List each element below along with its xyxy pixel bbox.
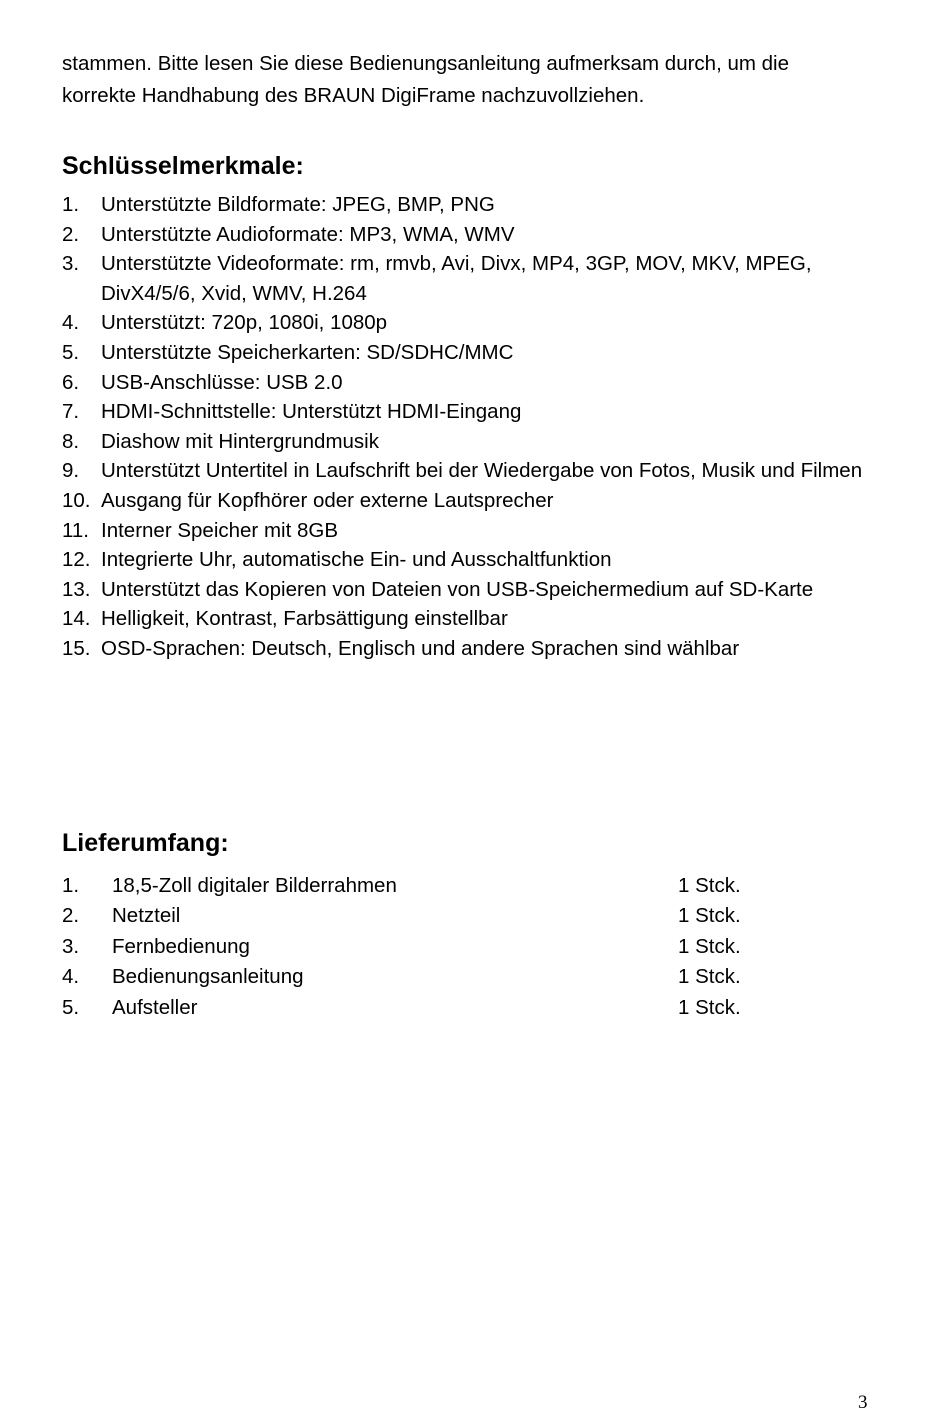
- list-item: [62, 901, 882, 932]
- item-number: 7.: [62, 400, 80, 424]
- item-name: Netzteil: [112, 904, 181, 927]
- list-item: [62, 308, 882, 338]
- item-quantity: 1 Stck.: [678, 995, 741, 1019]
- item-number: 2.: [62, 904, 80, 927]
- item-text: Unterstützte Speicherkarten: SD/SDHC/MMC: [101, 340, 514, 364]
- list-item: [62, 545, 882, 575]
- features-list: [62, 190, 882, 664]
- list-item: [62, 575, 882, 605]
- page-number: 3: [858, 1392, 868, 1413]
- item-text: HDMI-Schnittstelle: Unterstützt HDMI-Eingang: [101, 400, 522, 424]
- list-item: [62, 427, 882, 457]
- item-text: Unterstützte Audioformate: MP3, WMA, WMV: [101, 222, 515, 246]
- item-number: 2.: [62, 222, 80, 246]
- item-text: Unterstützt: 720p, 1080i, 1080p: [101, 311, 388, 335]
- item-name: 18,5-Zoll digitaler Bilderrahmen: [112, 873, 397, 897]
- item-number: 5.: [62, 995, 80, 1019]
- list-item: [62, 962, 882, 993]
- list-item: [62, 871, 882, 902]
- list-item: [62, 220, 882, 250]
- item-text: Ausgang für Kopfhörer oder externe Lautsprecher: [101, 488, 554, 512]
- item-number: 14.: [62, 607, 91, 631]
- list-item: [62, 397, 882, 427]
- list-item: [62, 190, 882, 220]
- item-text: Diashow mit Hintergrundmusik: [101, 429, 379, 453]
- item-text: USB-Anschlüsse: USB 2.0: [101, 370, 343, 394]
- manual-page: [62, 48, 882, 1023]
- item-number: 10.: [62, 488, 91, 512]
- item-number: 3.: [62, 934, 80, 958]
- list-item: [62, 486, 882, 516]
- list-item: [62, 456, 882, 486]
- item-number: 11.: [62, 518, 89, 542]
- item-quantity: 1 Stck.: [678, 904, 741, 927]
- intro-line-2: korrekte Handhabung des BRAUN DigiFrame nachzuvollziehen.: [62, 84, 645, 107]
- list-item: [62, 932, 882, 963]
- item-text: Unterstützte Videoformate: rm, rmvb, Avi, Divx, MP4, 3GP, MOV, MKV, MPEG, DivX4/5/6, Xvid, WMV, H.264: [101, 252, 812, 305]
- item-number: 4.: [62, 311, 80, 335]
- list-item: [62, 368, 882, 398]
- item-quantity: 1 Stck.: [678, 873, 741, 897]
- item-name: Fernbedienung: [112, 934, 250, 958]
- item-text: Integrierte Uhr, automatische Ein- und Ausschaltfunktion: [101, 548, 612, 572]
- item-number: 5.: [62, 340, 80, 364]
- item-number: 6.: [62, 370, 80, 394]
- list-item: [62, 338, 882, 368]
- item-number: 4.: [62, 965, 80, 988]
- scope-list: [62, 871, 882, 1024]
- item-number: 13.: [62, 577, 91, 601]
- item-text: OSD-Sprachen: Deutsch, Englisch und andere Sprachen sind wählbar: [101, 636, 740, 660]
- item-number: 9.: [62, 459, 80, 483]
- item-text: Unterstützt Untertitel in Laufschrift bei der Wiedergabe von Fotos, Musik und Filmen: [101, 459, 863, 483]
- list-item: [62, 249, 882, 308]
- scope-heading: Lieferumfang:: [62, 828, 229, 857]
- item-name: Aufsteller: [112, 995, 198, 1019]
- item-name: Bedienungsanleitung: [112, 965, 304, 988]
- intro-line-1: stammen. Bitte lesen Sie diese Bedienungsanleitung aufmerksam durch, um die: [62, 52, 790, 75]
- features-heading: Schlüsselmerkmale:: [62, 152, 304, 180]
- list-item: [62, 604, 882, 634]
- list-item: [62, 993, 882, 1024]
- item-quantity: 1 Stck.: [678, 965, 741, 988]
- item-number: 8.: [62, 429, 80, 453]
- item-text: Unterstützte Bildformate: JPEG, BMP, PNG: [101, 193, 495, 216]
- item-text: Helligkeit, Kontrast, Farbsättigung einstellbar: [101, 607, 508, 631]
- list-item: [62, 516, 882, 546]
- item-quantity: 1 Stck.: [678, 934, 741, 958]
- item-number: 12.: [62, 548, 91, 572]
- item-number: 1.: [62, 193, 80, 216]
- item-number: 1.: [62, 873, 80, 897]
- list-item: [62, 634, 882, 664]
- item-number: 15.: [62, 636, 91, 660]
- item-number: 3.: [62, 252, 80, 276]
- item-text: Interner Speicher mit 8GB: [101, 518, 338, 542]
- intro-paragraph: [62, 48, 882, 112]
- item-text: Unterstützt das Kopieren von Dateien von USB-Speichermedium auf SD-Karte: [101, 577, 814, 601]
